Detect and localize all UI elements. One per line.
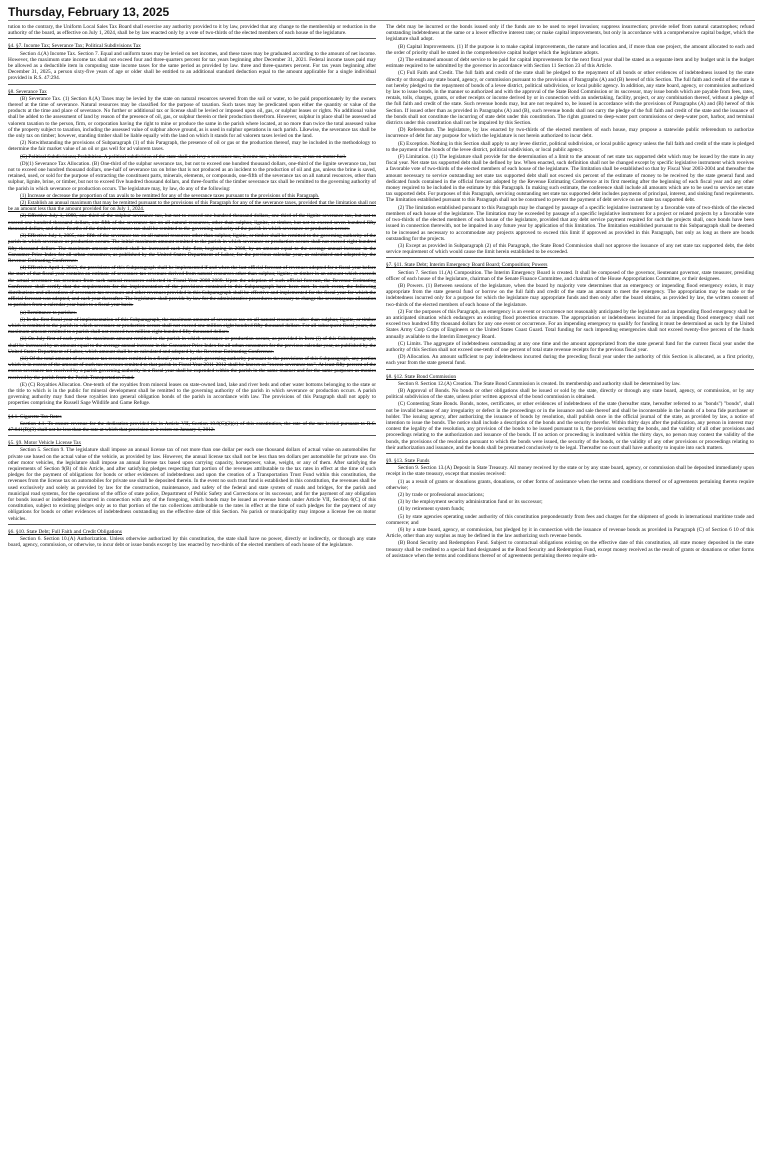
section-13-heading: §9. §13. State Funds	[386, 458, 430, 464]
section-13-paragraph: (B) Bond Security and Redemption Fund. Subject to contractual obligations existing on the effective date of this constitution, all state money deposited in the state treasury shall be credited to a special fund designated as the Bond Security and Redemption Fund, except money received as the result of grants or donations or other forms of assistance when the terms and conditions thereof or of agreements pertaining thereto require oth-	[386, 540, 754, 559]
left-column	[8, 24, 376, 1156]
section-4-1-heading: §4.1. Cigarette Tax Rates	[8, 413, 62, 420]
section-8-paragraph: (4) Effective April 1, 2012, the provisions of this Subparagraph shall be implemented if and when the last official forecast of revenues adopted for a fiscal year before the start of that fiscal year contains an estimate of severance tax revenues derived from natural resources other than sulphur, lignite, or timber in an amount which exceeds the actual severance tax revenues from such natural resources collected in Fiscal Year 2008-2009. Upon the adoption of such official forecast, the Revenue Estimating Conference shall certify that the requirements for the implementation of the provisions contained in this Subparagraph have been met. In such event, the following distributions and allocations of severance tax revenues and other revenues provided in this Subparagraph shall be effective and implemented for the fiscal year for which the official forecast was adopted, and each year thereafter. The legislature shall provide by law for the administrative procedures necessary to change the severance tax allocation to parishes from a calendar year basis to a fiscal year basis.	[8, 265, 376, 309]
section-13-paragraph: (4) by retirement system funds;	[398, 506, 465, 513]
section-10-body: Section 6. Section 10.(A) Authorization. Unless otherwise authorized by this constitution, the state shall have no power, directly or indirectly, or through any state board, agency, commission, or otherwise, to incur debt or issue bonds except by law enacted by two-thirds of the elected members of each house of the legislature.	[8, 536, 376, 549]
section-divider	[386, 453, 754, 454]
section-11-paragraph: (D) Allocation. An amount sufficient to pay indebtedness incurred during the preceding fiscal year under the authority of this Section is allocated, as a first priority, each year from the state general fund.	[386, 354, 754, 367]
section-10-paragraph: (2) The limitation established pursuant to this Paragraph may be changed by passage of a specific legislative instrument by a favorable vote of two-thirds of the elected members of each house of the legislature. The limitation may be exceeded by passage of a specific legislative instrument for a project or related projects by a favorable vote of two-thirds of the elected members of each house of the legislature, provided that any debt service payment required for such the projects shall, once bonds have been issued in connection therewith, not be impaired in any future year by application of this limitation. The limitation established pursuant to this Subparagraph shall be deemed to be increased as necessary to accommodate any projects approved to exceed this limit if approved as provided in this Paragraph, but only as long as there are bonds outstanding for the projects.	[386, 204, 754, 242]
section-divider	[8, 38, 376, 39]
section-divider	[8, 524, 376, 525]
intro-paragraph: tution to the contrary, the Uniform Local Sales Tax Board shall exercise any authority provided to it by law, provided that any change to the membership or reduction in the authority of the board, as effective on July 1, 2024, shall be by law enacted only by a vote of two-thirds of the elected members of each house of the legislature.	[8, 24, 376, 37]
section-10-paragraph: The debt may be incurred or the bonds issued only if the funds are to be used to repel invasion; suppress insurrection; provide relief from natural catastrophes; refund outstanding indebtedness at the same or a lower effective interest rate; or make capital improvements, but only in accordance with a comprehensive capital budget, which the legislature shall adopt.	[386, 24, 754, 43]
section-12-paragraph: (B) Approval of Bonds. No bonds or other obligations shall be issued or sold by the state, directly or through any state board, agency, or commission, or by any political subdivision of the state, unless prior written approval of the bond commission is obtained.	[386, 387, 754, 401]
section-divider	[8, 409, 376, 410]
section-13-paragraph: (5) by state agencies operating under authority of this constitution preponderantly from fees and charges for the shipment of goods in international maritime trade and commerce; and	[386, 513, 754, 526]
section-13-paragraph: (6) by a state board, agency, or commission, but pledged by it in connection with the issuance of revenue bonds as provided in Paragraph (C) of Section 6 10 of this Article, other than any surplus as may be defined in the law authorizing such revenue bonds.	[386, 527, 754, 540]
section-8-paragraph: (iii) Of the total amount of severance tax revenues remitted in a fiscal year to a parish governing authority pursuant to the provisions of this Subparagraph, any portion which is in excess of the amount of such tax revenues remitted to that parish in Fiscal Year 2011-2012 shall be known as "excess severance tax". At least fifty percent of the excess severance tax received by a parish governing authority in a fiscal year shall be expended within the parish in the same manner and for the same purposes as monies received by the parish from the Parish Transportation Fund.	[8, 355, 376, 381]
section-13-paragraph: (3) by the employment security administration fund or its successor;	[398, 499, 543, 506]
section-10-heading: §6. §10. State Debt; Full Faith and Credit Obligations	[8, 528, 122, 535]
section-9-heading: §5. §9. Motor Vehicle License Tax	[8, 440, 82, 447]
section-8-paragraph: (D)(1) Severance Tax Allocation. (B) One-third of the sulphur severance tax, but not to exceed one hundred thousand dollars, one-third of the lignite severance tax, but not to exceed one hundred thousand dollars, one-half of severance tax on brine that is not produced as an incident to the production of oil and gas, unless the brine is saved, retained, used, or sold for the purpose of extracting the constituent parts, minerals, elements, or compounds, one-fifth of the severance tax on all natural resources, other than sulphur, lignite, brine, or timber, but not to exceed five hundred thousand dollars, and three-fourths of the timber severance tax shall be remitted to the governing authority of the parish in which severance or production occurs. The legislature may, by law, do any of the following:	[8, 160, 376, 192]
section-divider	[386, 369, 754, 370]
section-13-paragraph: (2) by trade or professional associations;	[398, 492, 485, 499]
section-12-paragraph: Section 8. Section 12.(A) Creation. The State Bond Commission is created. Its membership and authority shall be determined by law.	[398, 380, 681, 387]
section-10-paragraph: (E) Exception. Nothing in this Section shall apply to any levee district, political subdivision, or local public agency unless the full faith and credit of the state is pledged to the payment of the bonds of the levee district, political subdivision, or local public agency.	[386, 140, 754, 153]
section-8-paragraph: (2) Effective July 1, 1999, one-third of the sulphur severance tax, but not to exceed one hundred thousand dollars, one-third of the lignite severance tax, but not to exceed one hundred thousand dollars, one-fifth of the severance tax on all natural resources, other than sulphur, lignite, or timber, but not to exceed seven hundred fifty thousand dollars, and three-fourths of the timber severance tax shall be remitted to the governing authority of the parish in which severance or production occurs.	[8, 213, 376, 232]
section-11-paragraph: (C) Limits. The aggregate of indebtedness outstanding at any one time and the amount appropriated from the state general fund for the current fiscal year under the authority of this Section shall not exceed one-tenth of one percent of total state revenue receipts for the previous fiscal year.	[386, 340, 754, 353]
section-divider	[8, 84, 376, 85]
section-9-body: Section 5. Section 9. The legislature shall impose an annual license tax of not more than one dollar per each one thousand dollars of actual value on automobiles for private use based on the actual value of the vehicle, as provided by law. However, the annual license tax shall not be less than ten dollars per automobile for private use. On other motor vehicles, the legislature shall impose an annual license tax based upon carrying capacity, horsepower, value, weight, or any of them. After satisfying the requirements of Section 9(B) of this Article, and after satisfying pledges respecting that portion of the revenues attributable to the tax rates in effect at the time of such pledges for the payment of obligations for bonds or other evidences of indebtedness and upon the creation of a Transportation Trust Fund within this constitution, the revenues from the license tax on automobiles for private use shall be deposited therein. In the event no such trust fund is established in this constitution, the revenues shall be used exclusively and solely as provided by law for the construction, maintenance, and safety of the federal and state system of roads and bridges, for the parish and municipal road systems, for the operations of the office of state police, Department of Public Safety and Corrections or its successor, and for the payment of any obligation for bonds issued or indebtedness incurred in connection with any of the foregoing, which bonds may be issued as revenue bonds under Article VII, Section 6(C) of this constitution, subject to existing pledges only as to that portion of the tax collections attributable to the rates in effect at the time of such pledges for the payment of any obligations for bonds or other evidences of indebtedness outstanding on the effective date of this Section. No parish or municipality may impose a license fee on motor vehicles.	[8, 447, 376, 522]
section-10-paragraph: (F) Limitation. (1) The legislature shall provide for the determination of a limit to the amount of net state tax supported debt which may be issued by the state in any fiscal year. Net state tax supported debt shall be defined by law. When enacted, such definition shall not be changed except by specific legislative instrument which receives a favorable vote of two-thirds of the elected members of each house of the legislature. The limitation shall be established so that by Fiscal Year 2003-2004 and thereafter the amount necessary to service outstanding net state tax supported debt shall not exceed six percent of the estimate of money to be received by the state general fund and dedicated funds contained in the official forecast adopted by the Revenue Estimating Conference at its first meeting after the beginning of each fiscal year and any other money required to be included in the estimate by this Paragraph. In making such estimate, the conference shall include all amounts which are to be used to service net state tax supported debt. For purposes of this Paragraph, servicing outstanding net state tax supported debt includes payments of principal, interest, and sinking fund requirements. The limitation established pursuant to this Paragraph shall not be construed to prevent the payment of debt service on net state tax supported debt.	[386, 154, 754, 204]
section-8-paragraph: (E) (C) Royalties Allocation. One-tenth of the royalties from mineral leases on state-owned land, lake and river beds and other water bottoms belonging to the state or the title to which is in the public for mineral development shall be remitted to the governing authority of the parish in which severance or production occurs. A parish governing authority may fund these royalties into general obligation bonds of the parish in accordance with law. The provisions of this Paragraph shall not apply to properties comprising the Russell Sage Wildlife and Game Refuge.	[8, 381, 376, 407]
section-13-paragraph: (1) as a result of grants or donations grants, donations, or other forms of assistance when the terms and conditions thereof or of agreements pertaining thereto require otherwise;	[386, 478, 754, 491]
section-8-paragraph: (2) Establish an annual maximum that may be remitted pursuant to the provisions of this Paragraph for any of the severance taxes, provided that the limitation shall not be an amount less than the amount provided for on July 1, 2024.	[8, 200, 376, 213]
section-8-paragraph: (3) Effective July 1, 2005, one-fifth of the severance tax on all natural resources other than sulphur, lignite, or timber shall be remitted to the governing authority of the parish in which severance or production occurs. The initial maximum amount remitted to the parish in which severance or production occurs shall not exceed eight hundred fifty thousand dollars. The maximum amount remitted shall be increased each July first, beginning in 2008, by an amount equal to the average annual increase in the Consumer Price Index for all urban consumers, as published by the United States Department of Labor, for the previous calendar year, as calculated and adopted by the Revenue Estimating Conference.	[8, 233, 376, 264]
page-date-header: Thursday, February 13, 2025	[8, 4, 755, 21]
section-11-paragraph: (B) Powers. (1) Between sessions of the legislature, when the board by majority vote determines that an emergency or impending flood emergency exists, it may appropriate from the state general fund or borrow on the full faith and credit of the state an amount to meet the emergency. The appropriation may be made or the indebtedness incurred only for a purpose for which the legislature may appropriate funds and then only after the board obtains, as provided by law, the written consent of two-thirds of the elected members of each house of the legislature.	[386, 282, 754, 308]
section-11-paragraph: Section 7. Section 11.(A) Composition. The Interim Emergency Board is created. It shall be composed of the governor, lieutenant governor, state treasurer, presiding officer of each house of the legislature, chairman of the Senate Finance Committee, and chairman of the House Appropriations Committee, or their designees.	[386, 269, 754, 282]
section-8-paragraph: (2) Notwithstanding the provisions of Subparagraph (1) of this Paragraph, the presence of oil or gas or the production thereof, may be included in the methodology to determine the fair market value of an oil or gas well for ad valorem taxes.	[8, 140, 376, 153]
section-8-paragraph: (ii) On July first of each year the maximum amount remitted to the parish in which severance or production occurs, as provided in Item (i) of this Subsubparagraph, shall be increased by an amount equal to the average annual increase in the Consumer Price Index for all urban consumers for the previous calendar year, as published by the United States Department of Labor, which amount shall be as calculated and adopted by the Revenue Estimating Conference.	[8, 336, 376, 355]
section-8-paragraph: (i) In the first fiscal year of implementation of this Subparagraph, the maximum amount of severance tax on all natural resources other than sulphur, lignite, or timber which is remitted to the parish in which severance or production occurs shall not exceed one million eight hundred fifty thousand dollars. For all subsequent fiscal years, the maximum amount remitted to a parish shall not exceed two million eight hundred fifty thousand dollars.	[8, 316, 376, 336]
section-11-heading: §7. §11. State Debt; Interim Emergency Board Board; Composition; Powers	[386, 262, 548, 269]
section-10-paragraph: (C) Full Faith and Credit. The full faith and credit of the state shall be pledged to the repayment of all bonds or other evidences of indebtedness issued by the state directly or through any state board, agency, or commission pursuant to the provisions of Paragraphs (A) and (B) hereof of this Section. The full faith and credit of the state is not hereby pledged to the repayment of bonds of a levee district, political subdivision, or local public agency. In addition, any state board, agency, or commission authorized by law to issue bonds, in the manner so authorized and with the approval of the State Bond Commission or its successor, may issue bonds which are payable from fees, rates, rentals, tolls, charges, grants, or other receipts or income derived by or in connection with an undertaking, facility, project, or any combination thereof, without a pledge of the full faith and credit of the state. Such revenue bonds may, but are not required to, be issued in accordance with the provisions of Paragraphs (A) and (B) hereof of this Section. If issued other than as provided in Paragraphs (A) and (B), such revenue bonds shall not carry the pledge of the full faith and credit of the state and the issuance of the bonds shall not constitute the incurring of state debt under this constitution. The rights granted to deep-water port commissions or deep-water port, harbor, and terminal districts under this constitution shall not be impaired by this Section.	[386, 70, 754, 127]
section-10-paragraph: (B) Capital Improvements. (1) If the purpose is to make capital improvements, the nature and location and, if more than one project, the amount allocated to each and the order of priority shall be stated in the comprehensive capital budget which the legislature adopts.	[386, 43, 754, 56]
section-10-paragraph: (D) Referendum. The legislature, by law enacted by two-thirds of the elected members of each house, may propose a statewide public referendum to authorize incurrence of debt for any purpose for which the legislature is not herein authorized to incur debt.	[386, 127, 754, 140]
section-8-paragraph: (B) Severance Tax. (1) Section 8.(A) Taxes may be levied by the state on natural resources severed from the soil or water, to be paid proportionately by the owners thereof at the time of severance. Natural resources may be classified for the purpose of taxation. Such taxes may be predicated upon either the quantity or value of the products at the time and place of severance. No further or additional tax or license shall be levied or imposed upon oil, gas, or sulphur leases or rights. No additional value shall be added to the assessment of land by reason of the presence of oil, gas, or sulphur therein or their production therefrom. However, sulphur in place shall be assessed ad valorem taxation to the person, firm, or corporation having the right to mine or produce the same in the parish where located, at no more than twice the total assessed value of the property subject to taxation, including the assessed value of sulphur above ground, as is used in sulphur operations in such parish. Likewise, the severance tax shall be the only tax on timber; however, standing timber shall be liable equally with the land on which it stands for ad valorem taxes levied on the land.	[8, 95, 376, 140]
section-8-heading: §8. Severance Tax	[8, 88, 47, 95]
section-8-paragraph: (C) Political Subdivisions; Prohibition. A political subdivision of the state shall not levy a severance tax, income tax, inheritance tax, or tax on motor fuel.	[20, 153, 347, 160]
section-7-heading: §4. §7. Income Tax; Severance Tax; Political Subdivisions Tax	[8, 43, 141, 50]
section-8-paragraph: (a) Remittance to parishes.	[20, 309, 77, 316]
section-divider	[8, 435, 376, 436]
right-column	[386, 24, 754, 1156]
section-10-paragraph: (3) Except as provided in Subparagraph (2) of this Paragraph, the State Bond Commission shall not approve the issuance of any net state tax supported debt, the debt service requirement of which would cause the limit herein established to be exceeded.	[386, 242, 754, 256]
document-columns	[8, 24, 755, 1156]
section-4-1-body: Section 4.1. To ensure revenue for the dedication provided for in Article VII, Section 10.8(C)(2)(c) of this constitution, the rate of the tax levied pursuant to R.S. 47:841(B)(3) shall not be less than the rate at which that provision as it exists on January 1, 2012.	[8, 420, 376, 433]
section-8-paragraph: (1) Increase or decrease the proportion of tax avails to be remitted for any of the severance taxes pursuant to the provisions of this Paragraph.	[20, 192, 320, 199]
section-13-paragraph: Section 9. Section 13.(A) Deposit in State Treasury. All money received by the state or by any state board, agency, or commission shall be deposited immediately upon receipt in the state treasury, except that monies received:	[386, 465, 754, 478]
section-12-paragraph: (C) Contesting State Bonds. Bonds, notes, certificates, or other evidences of indebtedness of the state (hereafter state, hereafter referred to as "bonds") "bonds", shall not be invalid because of any irregularity or defect in the proceedings or in the issuance and sale thereof and shall be incontestable in the hands of a bona fide purchaser or holder. The issuing agency, after authorizing the issuance of bonds by resolution, shall publish once in the official journal of the state, as provided by law, a notice of intention to issue the bonds. The notice shall include a description of the bonds and the security therefor. Within thirty days after the publication, any person in interest may contest the legality of the resolution, any provision of the bonds to be issued pursuant to it, the provisions securing the bonds, and the validity of all other provisions and proceedings relating to the authorization and issuance of the bonds. If no action or proceeding is instituted within the thirty days, no person may contest the validity of the bonds, the provisions of the resolution pursuant to which the bonds were issued, the security of the bonds, or the validity of any other provisions or proceedings relating to their authorization and issuance, and the bonds shall be presumed conclusively to be legal. Thereafter no court shall have authority to inquire into such matters.	[386, 401, 754, 451]
section-divider	[386, 257, 754, 258]
section-10-paragraph: (2) The estimated amount of debt service to be paid for capital improvements for the next fiscal year shall be stated as a separate item and by budget unit in the budget estimate required to be submitted by the governor in accordance with Section 11 Section 23 of this Article.	[386, 57, 754, 70]
section-7-body: Section 4.(A) Income Tax. Section 7. Equal and uniform taxes may be levied on net incomes, and these taxes may be graduated according to the amount of net income. However, the maximum state income tax shall not exceed four and three-quarters percent for tax years beginning after December 31, 2021. Federal income taxes paid may be allowed as a deductible item in computing state income taxes for the same period as provided by law. three and three-quarters percent. For tax years beginning after December 31, 2025, a person sixty-five years of age or older shall be entitled to an additional standard deduction equal to the amount applicable for a single individual provided in R.S. 47:294.	[8, 50, 376, 82]
section-11-paragraph: (2) For the purposes of this Paragraph, an emergency is an event or occurrence not reasonably anticipated by the legislature and an impending flood emergency shall be an anticipated situation which endangers an existing flood protection structure. The appropriation or indebtedness incurred for an impending flood emergency shall not exceed two hundred fifty thousand dollars for any one event or occurrence. For an impending emergency to qualify for funding it must be determined as such by the United States Army Corp Corps of Engineers or the United States Coast Guard. Total funding for such impending emergencies shall not exceed twenty-five percent of the funds annually available to the Interim Emergency Board.	[386, 308, 754, 340]
section-12-heading: §8. §12. State Bond Commission	[386, 373, 457, 380]
